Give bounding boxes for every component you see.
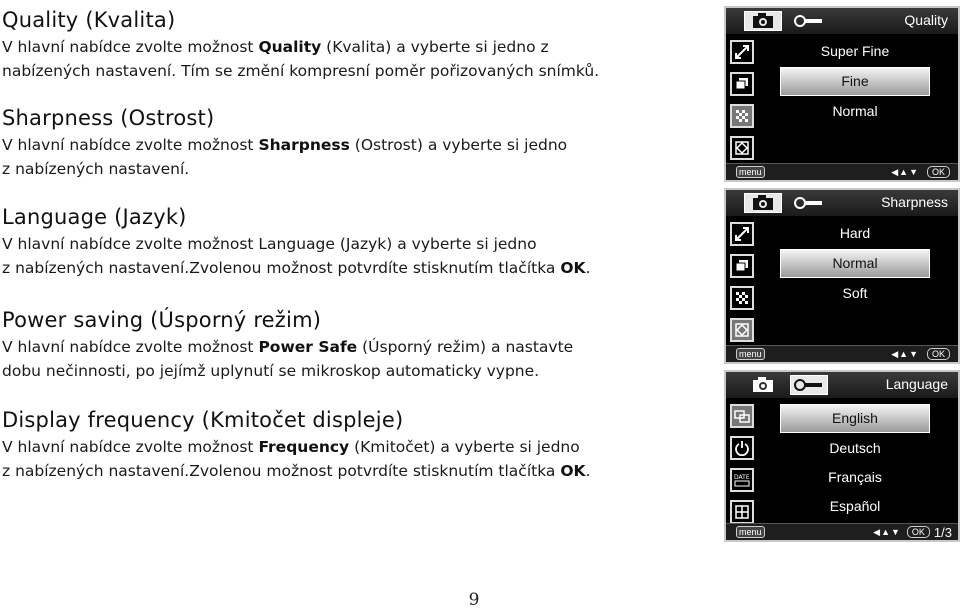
section-body-line: V hlavní nabídce zvolte možnost Quality (Kvalita) a vyberte si jedno z	[2, 38, 549, 56]
section-title: Display frequency (Kmitočet displeje)	[2, 408, 404, 432]
frequency-icon[interactable]	[730, 500, 754, 524]
menu-button[interactable]: menu	[736, 166, 765, 178]
date-icon[interactable]	[730, 468, 754, 492]
screen-title: Quality	[904, 12, 948, 28]
screen-bottombar	[726, 163, 958, 180]
ok-button[interactable]: OK	[927, 348, 950, 360]
option-soft[interactable]: Soft	[842, 285, 868, 301]
ok-button[interactable]: OK	[907, 526, 930, 538]
navigation-arrows-icon: ◀▲▼	[891, 166, 919, 177]
camera-icon	[752, 195, 774, 211]
option-super-fine[interactable]: Super Fine	[820, 43, 890, 59]
section-body-line: dobu nečinnosti, po jejímž uplynutí se mikroskop automaticky vypne.	[2, 362, 540, 380]
burst-icon[interactable]	[730, 254, 754, 278]
camera-icon	[752, 377, 774, 393]
language-icon[interactable]	[730, 404, 754, 428]
page-number: 9	[468, 590, 480, 610]
wrench-icon	[794, 196, 824, 210]
quality-icon[interactable]	[730, 104, 754, 128]
resolution-icon[interactable]	[730, 40, 754, 64]
tab-camera[interactable]	[744, 11, 782, 31]
section-sharpness	[2, 106, 710, 181]
screen-language	[724, 370, 960, 542]
side-icon-column	[730, 40, 756, 168]
camera-icon	[752, 13, 774, 29]
tab-setup[interactable]	[790, 193, 828, 213]
option-list	[780, 220, 930, 309]
screen-topbar	[726, 8, 958, 34]
screen-sharpness	[724, 188, 960, 364]
quality-icon[interactable]	[730, 286, 754, 310]
section-body-line: V hlavní nabídce zvolte možnost Sharpness (Ostrost) a vyberte si jedno	[2, 136, 568, 154]
navigation-arrows-icon: ◀▲▼	[873, 526, 901, 537]
section-title: Power saving (Úsporný režim)	[2, 308, 322, 332]
section-body-line: z nabízených nastavení.Zvolenou možnost potvrdíte stisknutím tlačítka OK.	[2, 462, 591, 480]
wrench-icon	[794, 378, 824, 392]
option-fine[interactable]: Fine	[780, 67, 930, 96]
option-english[interactable]: English	[780, 404, 930, 433]
menu-button[interactable]: menu	[736, 526, 765, 538]
sharpness-icon[interactable]	[730, 136, 754, 160]
tab-camera[interactable]	[744, 375, 782, 395]
resolution-icon[interactable]	[730, 222, 754, 246]
page-indicator: 1/3	[933, 524, 952, 540]
option-normal[interactable]: Normal	[780, 249, 930, 278]
screen-title: Language	[885, 376, 948, 392]
side-icon-column	[730, 404, 756, 532]
screen-bottombar	[726, 523, 958, 540]
option-hard[interactable]: Hard	[839, 225, 871, 241]
option-list	[780, 38, 930, 127]
option-normal[interactable]: Normal	[832, 103, 878, 119]
section-body-line: z nabízených nastavení.	[2, 160, 190, 178]
section-title: Language (Jazyk)	[2, 205, 187, 229]
option-francais[interactable]: Français	[828, 469, 882, 485]
wrench-icon	[794, 14, 824, 28]
section-quality	[2, 8, 710, 83]
option-deutsch[interactable]: Deutsch	[829, 440, 881, 456]
screen-bottombar	[726, 345, 958, 362]
section-body-line: V hlavní nabídce zvolte možnost Frequency (Kmitočet) a vyberte si jedno	[2, 438, 580, 456]
screen-topbar	[726, 190, 958, 216]
section-body-line: z nabízených nastavení.Zvolenou možnost potvrdíte stisknutím tlačítka OK.	[2, 259, 591, 277]
section-language	[2, 205, 710, 280]
section-title: Sharpness (Ostrost)	[2, 106, 215, 130]
section-power-saving	[2, 308, 710, 383]
navigation-arrows-icon: ◀▲▼	[891, 348, 919, 359]
option-espanol[interactable]: Español	[829, 498, 881, 514]
screen-quality	[724, 6, 960, 182]
menu-button[interactable]: menu	[736, 348, 765, 360]
tab-camera[interactable]	[744, 193, 782, 213]
screen-title: Sharpness	[881, 194, 948, 210]
tab-setup[interactable]	[790, 11, 828, 31]
section-body-line: nabízených nastavení. Tím se změní kompresní poměr pořizovaných snímků.	[2, 62, 600, 80]
ok-button[interactable]: OK	[927, 166, 950, 178]
screen-topbar	[726, 372, 958, 398]
section-body-line: V hlavní nabídce zvolte možnost Power Safe (Úsporný režim) a nastavte	[2, 338, 574, 356]
svg-text:DATE: DATE	[734, 474, 750, 481]
section-title: Quality (Kvalita)	[2, 8, 176, 32]
tab-setup[interactable]	[790, 375, 828, 395]
sharpness-icon[interactable]	[730, 318, 754, 342]
option-list	[780, 404, 930, 522]
power-icon[interactable]	[730, 436, 754, 460]
burst-icon[interactable]	[730, 72, 754, 96]
section-display-frequency	[2, 408, 710, 483]
side-icon-column	[730, 222, 756, 350]
section-body-line: V hlavní nabídce zvolte možnost Language (Jazyk) a vyberte si jedno	[2, 235, 537, 253]
